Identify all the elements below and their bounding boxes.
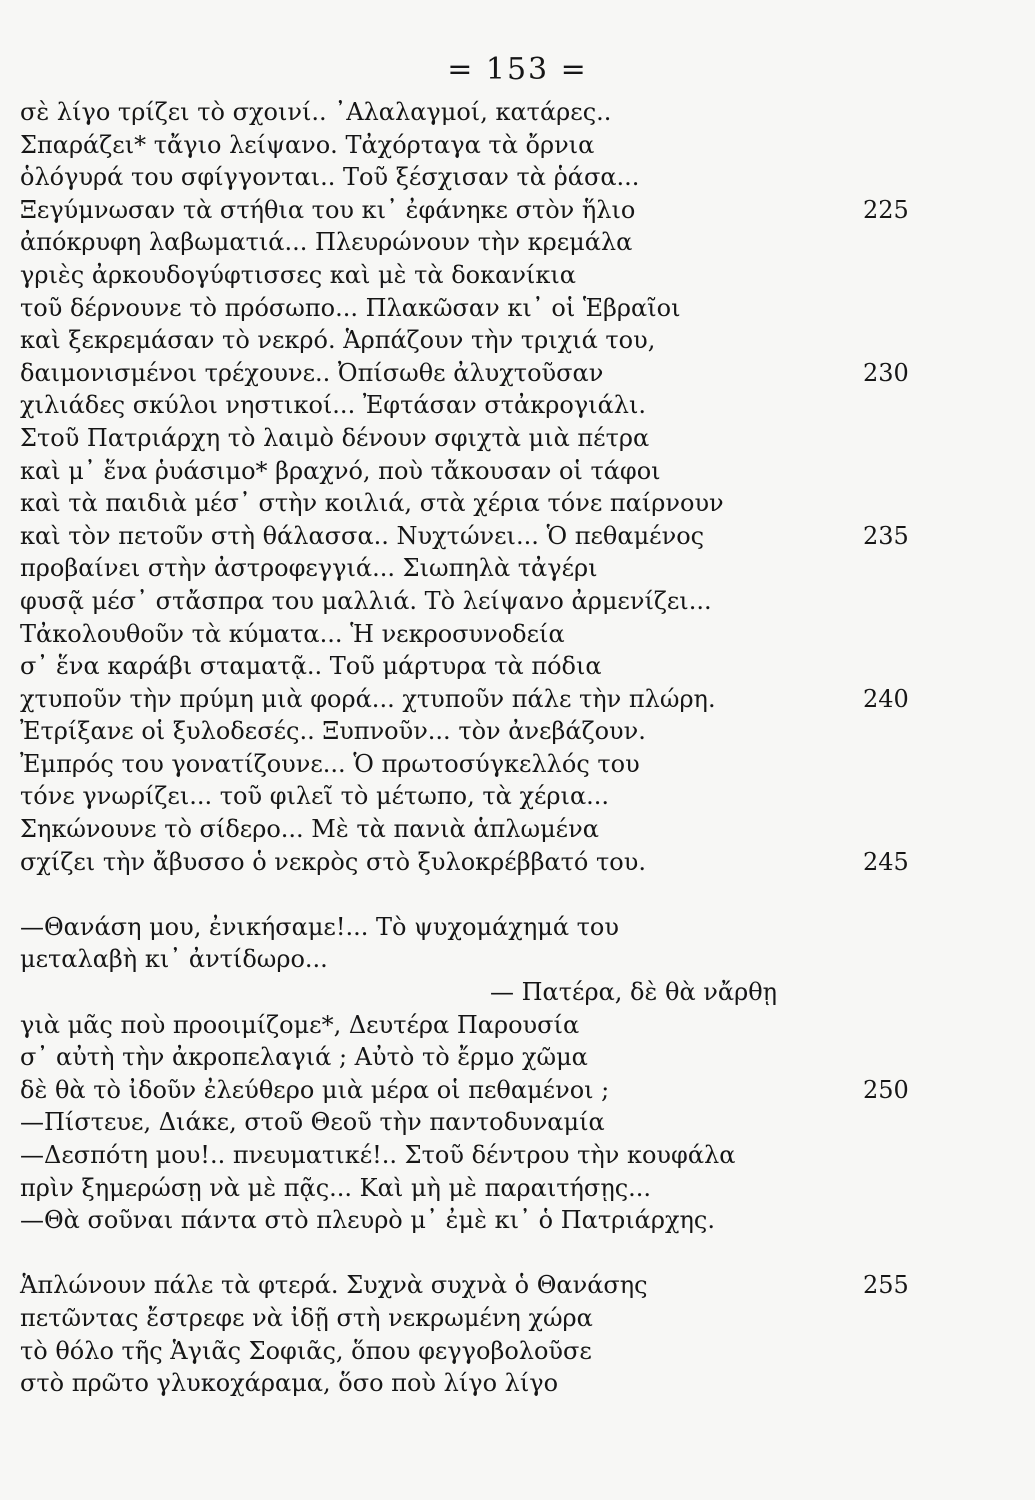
poem-line xyxy=(20,748,920,781)
poem-line xyxy=(20,976,920,1009)
line-text: φυσᾷ μέσ᾿ στἄσπρα του μαλλιά. Τὸ λείψανο ἀρμενίζει... xyxy=(20,586,712,615)
line-text: πρὶν ξημερώσῃ νὰ μὲ πᾷς... Καὶ μὴ μὲ παραιτήσῃς... xyxy=(20,1173,652,1202)
line-text: δαιμονισμένοι τρέχουνε.. Ὀπίσωθε ἀλυχτοῦσαν xyxy=(20,358,604,387)
stanza-break xyxy=(20,1237,920,1270)
line-text: μεταλαβὴ κι᾿ ἀντίδωρο... xyxy=(20,945,328,974)
stanza-break xyxy=(20,878,920,911)
line-text: Ἐμπρός του γονατίζουνε... Ὁ πρωτοσύγκελλός του xyxy=(20,749,640,778)
poem-line xyxy=(20,226,920,259)
poem-line xyxy=(20,1204,920,1237)
line-text: Ξεγύμνωσαν τὰ στήθια του κι᾿ ἐφάνηκε στὸν ἥλιο xyxy=(20,195,636,224)
poem-line xyxy=(20,161,920,194)
line-text: στὸ πρῶτο γλυκοχάραμα, ὅσο ποὺ λίγο λίγο xyxy=(20,1369,559,1398)
line-number: 235 xyxy=(863,521,909,550)
poem-line xyxy=(20,650,920,683)
line-text: Στοῦ Πατριάρχη τὸ λαιμὸ δένουν σφιχτὰ μιὰ πέτρα xyxy=(20,423,650,452)
line-text: γιὰ μᾶς ποὺ προοιμίζομε*, Δευτέρα Παρουσία xyxy=(20,1010,580,1039)
line-text: —Θανάση μου, ἐνικήσαμε!... Τὸ ψυχομάχημά του xyxy=(20,912,619,941)
poem-line xyxy=(20,552,920,585)
poem-line xyxy=(20,324,920,357)
poem-line xyxy=(20,1172,920,1205)
line-text: τοῦ δέρνουνε τὸ πρόσωπο... Πλακῶσαν κι᾿ οἱ Ἑβραῖοι xyxy=(20,293,681,322)
line-text: σ᾿ ἕνα καράβι σταματᾷ.. Τοῦ μάρτυρα τὰ πόδια xyxy=(20,652,602,681)
poem-line xyxy=(20,455,920,488)
poem-line xyxy=(20,1269,920,1302)
poem-line xyxy=(20,520,920,553)
poem-line xyxy=(20,1139,920,1172)
poem-line xyxy=(20,1009,920,1042)
line-text: σχίζει τὴν ἄβυσσο ὁ νεκρὸς στὸ ξυλοκρέββατό του. xyxy=(20,847,646,876)
poem-line xyxy=(20,1367,920,1400)
poem-line xyxy=(20,389,920,422)
line-text: καὶ τὰ παιδιὰ μέσ᾿ στὴν κοιλιά, στὰ χέρια τόνε παίρνουν xyxy=(20,489,724,518)
line-text: —Πίστευε, Διάκε, στοῦ Θεοῦ τὴν παντοδυναμία xyxy=(20,1108,605,1137)
line-number: 225 xyxy=(863,195,909,224)
line-number: 245 xyxy=(863,847,909,876)
poem-line xyxy=(20,715,920,748)
poem-line xyxy=(20,1074,920,1107)
line-text: Σπαράζει* τἄγιο λείψανο. Τἀχόρταγα τὰ ὄρνια xyxy=(20,130,595,159)
line-text: γριὲς ἀρκουδογύφτισσες καὶ μὲ τὰ δοκανίκια xyxy=(20,260,576,289)
line-number: 240 xyxy=(863,684,909,713)
line-text: χτυποῦν τὴν πρύμη μιὰ φορά... χτυποῦν πάλε τὴν πλώρη. xyxy=(20,684,716,713)
line-text: σ᾿ αὐτὴ τὴν ἀκροπελαγιά ; Αὐτὸ τὸ ἔρμο χῶμα xyxy=(20,1043,588,1072)
poem-line xyxy=(20,618,920,651)
line-text: Ἁπλώνουν πάλε τὰ φτερά. Συχνὰ συχνὰ ὁ Θανάσης xyxy=(20,1271,648,1300)
poem-line xyxy=(20,1041,920,1074)
page-number: = 153 = xyxy=(447,52,588,87)
poem-text xyxy=(20,96,920,1400)
line-text: ὁλόγυρά του σφίγγονται.. Τοῦ ξέσχισαν τὰ ῥάσα... xyxy=(20,163,640,192)
poem-line xyxy=(20,1302,920,1335)
poem-line xyxy=(20,813,920,846)
line-text: καὶ ξεκρεμάσαν τὸ νεκρό. Ἁρπάζουν τὴν τριχιά του, xyxy=(20,326,656,355)
poem-line xyxy=(20,357,920,390)
line-text: δὲ θὰ τὸ ἰδοῦν ἐλεύθερο μιὰ μέρα οἱ πεθαμένοι ; xyxy=(20,1075,610,1104)
line-text: χιλιάδες σκύλοι νηστικοί... Ἐφτάσαν στἀκρογιάλι. xyxy=(20,391,647,420)
line-text: προβαίνει στὴν ἀστροφεγγιά... Σιωπηλὰ τἀγέρι xyxy=(20,554,598,583)
line-text: ἀπόκρυφη λαβωματιά... Πλευρώνουν τὴν κρεμάλα xyxy=(20,228,633,257)
line-text: Τἀκολουθοῦν τὰ κύματα... Ἡ νεκροσυνοδεία xyxy=(20,619,565,648)
line-text: —Δεσπότη μου!.. πνευματικέ!.. Στοῦ δέντρου τὴν κουφάλα xyxy=(20,1141,736,1169)
line-text: τόνε γνωρίζει... τοῦ φιλεῖ τὸ μέτωπο, τὰ χέρια... xyxy=(20,782,610,811)
poem-line xyxy=(20,259,920,292)
line-text: Σηκώνουνε τὸ σίδερο... Μὲ τὰ πανιὰ ἁπλωμένα xyxy=(20,815,599,844)
poem-line xyxy=(20,911,920,944)
poem-line xyxy=(20,194,920,227)
line-text: —Θὰ σοῦναι πάντα στὸ πλευρὸ μ᾿ ἐμὲ κι᾿ ὁ Πατριάρχης. xyxy=(20,1206,715,1235)
poem-line xyxy=(20,1335,920,1368)
poem-line xyxy=(20,96,920,129)
line-text: Ἐτρίξανε οἱ ξυλοδεσές.. Ξυπνοῦν... τὸν ἀνεβάζουν. xyxy=(20,717,646,746)
poem-line xyxy=(20,780,920,813)
poem-line xyxy=(20,422,920,455)
poem-line xyxy=(20,487,920,520)
line-text: τὸ θόλο τῆς Ἁγιᾶς Σοφιᾶς, ὅπου φεγγοβολοῦσε xyxy=(20,1336,592,1365)
line-number: 255 xyxy=(863,1271,909,1300)
poem-line xyxy=(20,292,920,325)
line-text: σὲ λίγο τρίζει τὸ σχοινί.. ᾿Αλαλαγμοί, κατάρες.. xyxy=(20,98,612,126)
poem-line xyxy=(20,1106,920,1139)
poem-line xyxy=(20,129,920,162)
line-number: 230 xyxy=(863,358,909,387)
line-number: 250 xyxy=(863,1075,909,1104)
poem-line xyxy=(20,585,920,618)
line-text: — Πατέρα, δὲ θὰ νἄρθῃ xyxy=(490,978,778,1007)
line-text: καὶ μ᾿ ἕνα ῥυάσιμο* βραχνό, ποὺ τἄκουσαν οἱ τάφοι xyxy=(20,456,661,485)
poem-line xyxy=(20,943,920,976)
poem-line xyxy=(20,683,920,716)
poem-line xyxy=(20,846,920,879)
line-text: καὶ τὸν πετοῦν στὴ θάλασσα.. Νυχτώνει... Ὁ πεθαμένος xyxy=(20,521,705,550)
line-text: πετῶντας ἔστρεφε νὰ ἰδῇ στὴ νεκρωμένη χώρα xyxy=(20,1303,593,1332)
